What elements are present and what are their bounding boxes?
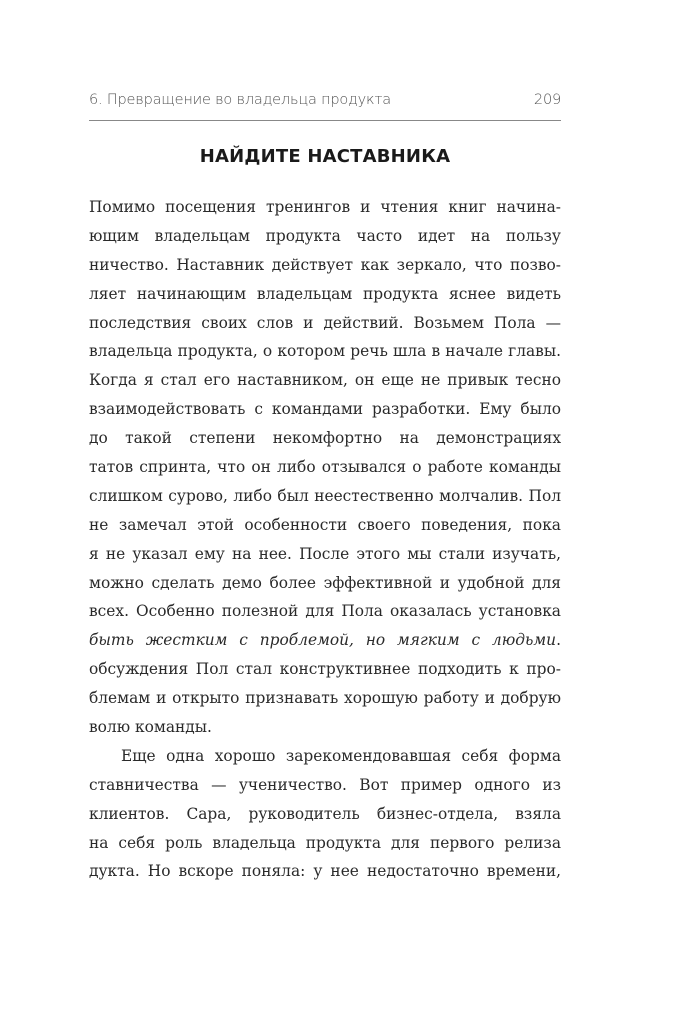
italic-phrase: быть жестким с проблемой, но мягким с людьми	[89, 631, 557, 650]
paragraph	[89, 193, 561, 742]
text-line: Помимо посещения тренингов и чтения книг начина-	[89, 198, 561, 216]
text-line: на себя роль владельца продукта для первого релиза	[89, 833, 561, 852]
page-number: 209	[533, 92, 561, 108]
section-title: НАЙДИТЕ НАСТАВНИКА	[199, 146, 451, 167]
text-line: Еще одна хорошо зарекомендовавшая себя форма	[121, 746, 561, 765]
text-line: блемам и открыто признавать хорошую работу и добрую	[89, 689, 561, 708]
text-line: волю команды.	[89, 718, 212, 737]
text-line: обсуждения Пол стал конструктивнее подходить к про-	[89, 660, 561, 679]
text-line: ющим владельцам продукта часто идет на пользу	[89, 226, 561, 245]
body-text	[89, 193, 561, 886]
text-line: слишком сурово, либо был неестественно молчалив. Пол	[89, 486, 561, 505]
text-fragment: .	[556, 631, 561, 650]
text-line: взаимодействовать с командами разработки. Ему было	[89, 400, 561, 419]
text-line: ляет начинающим владельцам продукта яснее видеть	[89, 284, 561, 303]
text-line: ставничества — ученичество. Вот пример одного из	[89, 775, 561, 794]
text-line: клиентов. Сара, руководитель бизнес-отдела, взяла	[89, 804, 561, 823]
text-line: всех. Особенно полезной для Пола оказалась установка	[89, 602, 561, 621]
text-line: я не указал ему на нее. После этого мы стали изучать,	[89, 544, 561, 563]
running-header	[89, 92, 561, 114]
text-line	[89, 626, 561, 655]
chapter-title: 6. Превращение во владельца продукта	[89, 92, 391, 108]
text-line: можно сделать демо более эффективной и удобной для	[89, 573, 561, 592]
text-line: ничество. Наставник действует как зеркало, что позво-	[89, 255, 561, 274]
text-line: Когда я стал его наставником, он еще не привык тесно	[89, 371, 561, 390]
text-line: последствия своих слов и действий. Возьмем Пола —	[89, 313, 561, 332]
paragraph	[89, 742, 561, 886]
text-line: не замечал этой особенности своего поведения, пока	[89, 515, 561, 534]
text-line: дукта. Но вскоре поняла: у нее недостаточно времени,	[89, 862, 561, 881]
text-line: до такой степени некомфортно на демонстрациях	[89, 429, 561, 448]
header-divider	[89, 120, 561, 121]
text-line: владельца продукта, о котором речь шла в начале главы.	[89, 342, 561, 361]
text-line: татов спринта, что он либо отзывался о работе команды	[89, 458, 561, 477]
